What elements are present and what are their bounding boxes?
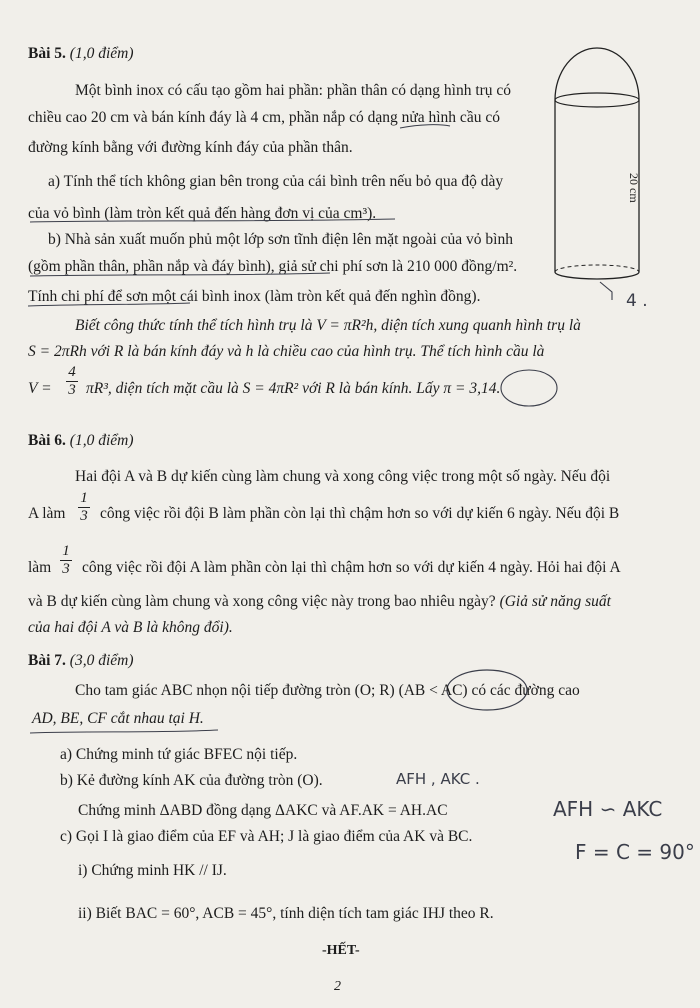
bai7-part-b: b) Kẻ đường kính AK của đường tròn (O). — [60, 772, 323, 789]
bai5-points: (1,0 điểm) — [69, 45, 134, 62]
bai6-line5: của hai đội A và B là không đổi). — [28, 619, 233, 636]
bai6-heading: Bài 6. — [28, 432, 66, 449]
bai5-intro-line1: Một bình inox có cấu tạo gồm hai phần: phần thân có dạng hình trụ có — [75, 82, 512, 99]
bai5-part-b-line3: Tính chi phí để sơn một cái bình inox (làm tròn kết quả đến nghìn đồng). — [28, 288, 481, 305]
bai5-intro-line3: đường kính bằng với đường kính đáy của phần thân. — [28, 139, 353, 156]
bai7-part-c: c) Gọi I là giao điểm của EF và AH; J là giao điểm của AK và BC. — [60, 828, 473, 845]
bai5-formula-line2: S = 2πRh với R là bán kính đáy và h là chiều cao của hình trụ. Thể tích hình cầu là — [28, 343, 545, 360]
bai7-part-a: a) Chứng minh tứ giác BFEC nội tiếp. — [60, 746, 298, 763]
bai5-formula-line3-prefix: V = — [28, 380, 52, 397]
bai7-part-c-ii: ii) Biết BAC = 60°, ACB = 45°, tính diện tích tam giác IHJ theo R. — [78, 905, 494, 922]
bai6-line3-prefix: làm — [28, 559, 52, 576]
page-number: 2 — [334, 979, 341, 994]
bai5-formula-line1: Biết công thức tính thể tích hình trụ là V = πR²h, diện tích xung quanh hình trụ là — [75, 317, 581, 334]
bai7-line1: Cho tam giác ABC nhọn nội tiếp đường tròn (O; R) (AB < AC) có các đường cao — [75, 682, 580, 699]
bai6-line4 — [28, 594, 611, 610]
bai5-formula-line3: πR³, diện tích mặt cầu là S = 4πR² với R là bán kính. Lấy π = 3,14. — [86, 380, 501, 397]
bai7-points: (3,0 điểm) — [69, 652, 134, 669]
end-marker: -HẾT- — [322, 943, 360, 958]
handwritten-note-4: 4 . — [626, 291, 648, 311]
bai5-part-a-line2: của vỏ bình (làm tròn kết quả đến hàng đơn vị của cm³). — [28, 205, 377, 222]
bai7-part-c-i: i) Chứng minh HK // IJ. — [78, 862, 227, 879]
bai5-part-a-line1: a) Tính thể tích không gian bên trong của cái bình trên nếu bỏ qua độ dày — [48, 173, 504, 190]
bai5-part-b-line1: b) Nhà sản xuất muốn phủ một lớp sơn tĩnh điện lên mặt ngoài của vỏ bình — [48, 231, 513, 248]
fraction-denominator: 3 — [80, 508, 88, 524]
handwritten-note-3: F = C = 90° — [575, 840, 695, 864]
bai5-part-b-line2: (gồm phần thân, phần nắp và đáy bình), giả sử chi phí sơn là 210 000 đồng/m². — [28, 258, 518, 275]
fraction-numerator: 1 — [62, 543, 70, 559]
bai6-line4-note: (Giả sử năng suất — [499, 593, 611, 610]
bai6-fraction-2 — [60, 543, 72, 578]
fraction-denominator: 3 — [68, 382, 76, 398]
bai6-points: (1,0 điểm) — [69, 432, 134, 449]
bai7-line2: AD, BE, CF cắt nhau tại H. — [32, 710, 204, 727]
handwritten-note-1: AFH , AKC . — [396, 770, 480, 788]
bai7-heading: Bài 7. — [28, 652, 66, 669]
bai5-intro-line2: chiều cao 20 cm và bán kính đáy là 4 cm, phần nắp có dạng nửa hình cầu có — [28, 109, 500, 126]
bai6-title — [28, 433, 133, 449]
bai6-line2-prefix: A làm — [28, 505, 66, 522]
bai7-part-b2: Chứng minh ΔABD đồng dạng ΔAKC và AF.AK = AH.AC — [78, 802, 448, 819]
fraction-numerator: 4 — [68, 364, 76, 380]
bai6-line4-question: và B dự kiến cùng làm chung và xong công việc này trong bao nhiêu ngày? — [28, 593, 496, 610]
bai6-fraction-1 — [78, 490, 90, 525]
bai6-line3: công việc rồi đội A làm phần còn lại thì chậm hơn so với dự kiến 4 ngày. Hỏi hai đội A — [82, 559, 621, 576]
bai7-title — [28, 653, 133, 669]
figure-height-label: 20 cm — [627, 173, 641, 203]
bai5-heading: Bài 5. — [28, 45, 66, 62]
handwritten-note-2: AFH ∽ AKC — [553, 797, 663, 821]
bai6-line1: Hai đội A và B dự kiến cùng làm chung và xong công việc trong một số ngày. Nếu đội — [75, 468, 611, 485]
fraction-denominator: 3 — [62, 561, 70, 577]
fraction-numerator: 1 — [80, 490, 88, 506]
bai6-line2: công việc rồi đội B làm phần còn lại thì chậm hơn so với dự kiến 6 ngày. Nếu đội B — [100, 505, 620, 522]
